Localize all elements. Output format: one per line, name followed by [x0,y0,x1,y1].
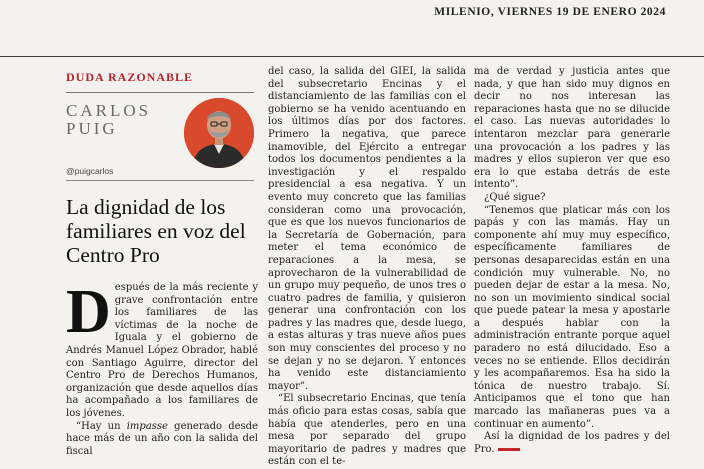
article-body-col1 [66,278,258,458]
author-avatar [184,98,254,168]
author-handle: @puigcarlos [66,166,114,176]
left-column [66,62,258,457]
col1-paragraph-2 [66,421,258,459]
col1-p2-italic: impasse [126,420,168,432]
article-body-col3 [474,66,670,456]
col2-paragraph-2: “El subsecretario Encinas, que tenía más oficio para estas cosas, sabía que había que atenderles, pero en una mesa por separado del grupo mayoritario de padres y madres que están con el te- [268,393,466,468]
article-body-col2 [268,66,466,469]
drop-cap: D [66,278,111,346]
handle-divider [66,180,254,181]
col3-paragraph-2: ¿Qué sigue? [484,191,546,203]
masthead: MILENIO, VIERNES 19 DE ENERO 2024 [434,6,666,18]
col2-paragraph-1: del caso, la salida del GIEI, la salida del subsecretario Encinas y el distanciamiento de las familias con el gobierno se ha venido acentuando en los últimos días por dos factores. Primero la negativa, que parece inamovible, del Ejército a entregar todos los documentos pendientes a la investigación y el respaldo presidencial a esa negativa. Y un evento muy concreto que las familias consideran como una provocación, que es que los nuevos funcionarios de la Secretaría de Gobernación, para meter el tema económico de reparaciones a la mesa, se aprovecharon de la vulnerabilidad de un grupo muy pequeño, de unos tres o cuatro padres de familia, y quisieron generar una confrontación con los padres y las madres que, desde luego, a estas alturas y tras nueve años pues son muy conscientes del proceso y no se dejan y no se dejaron. Y entonces ha venido este distanciamiento mayor”. [268,66,466,392]
col3-closing-line: Así la dignidad de los padres y del Pro. [474,431,670,455]
col1-p2-start: “Hay un [76,420,127,432]
col3-paragraph-1: ma de verdad y justicia antes que nada, y que han sido muy dignos en decir no nos interesan las reparaciones hasta que no se dilucide el caso. Las nuevas autoridades lo intentaron mezclar para generarle una provocación a los padres y las madres y ellos supieron ver que eso era lo que estaba detrás de este intento”. [474,66,670,191]
author-first-name: CARLOS [66,101,152,120]
article-headline: La dignidad de los familiares en voz del Centro Pro [66,195,246,267]
section-kicker: DUDA RAZONABLE [66,70,194,84]
col1-p2-end: generado desde hace más de un año con la salida del fiscal [66,420,258,457]
author-portrait-icon [184,98,254,168]
end-mark-icon [498,448,520,451]
col3-paragraph-4 [474,431,670,456]
author-last-name: PUIG [66,119,118,138]
kicker-divider [66,92,254,93]
col1-paragraph-1: espués de la más reciente y grave confrontación entre los familiares de las víctimas de la noche de Iguala y el gobierno de Andrés Manuel López Obrador, hablé con Santiago Aguirre, director del Centro Pro de Derechos Humanos, organización que desde aquellos días ha acompañado a los familiares de los jóvenes. [66,282,258,419]
author-name [66,102,151,138]
col3-paragraph-3: “Tenemos que platicar más con los papás y con las mamás. Hay un componente ahí muy muy específico, específicamente familiares de personas desaparecidas están en una condición muy vulnerable. No, no pueden dejar de estar a la mesa. No, no son un movimiento sindical social que puede patear la mesa y apostarle a después hablar con la administración entrante porque aquel paradero no está dilucidado. Eso a veces no se entiende. Ellos decidirán y les acompañaremos. Esa ha sido la tónica de nuestro trabajo. Sí. Anticipamos que el tono que han marcado las mañaneras pues va a continuar en aumento”. [474,204,670,430]
top-rule [0,56,704,57]
